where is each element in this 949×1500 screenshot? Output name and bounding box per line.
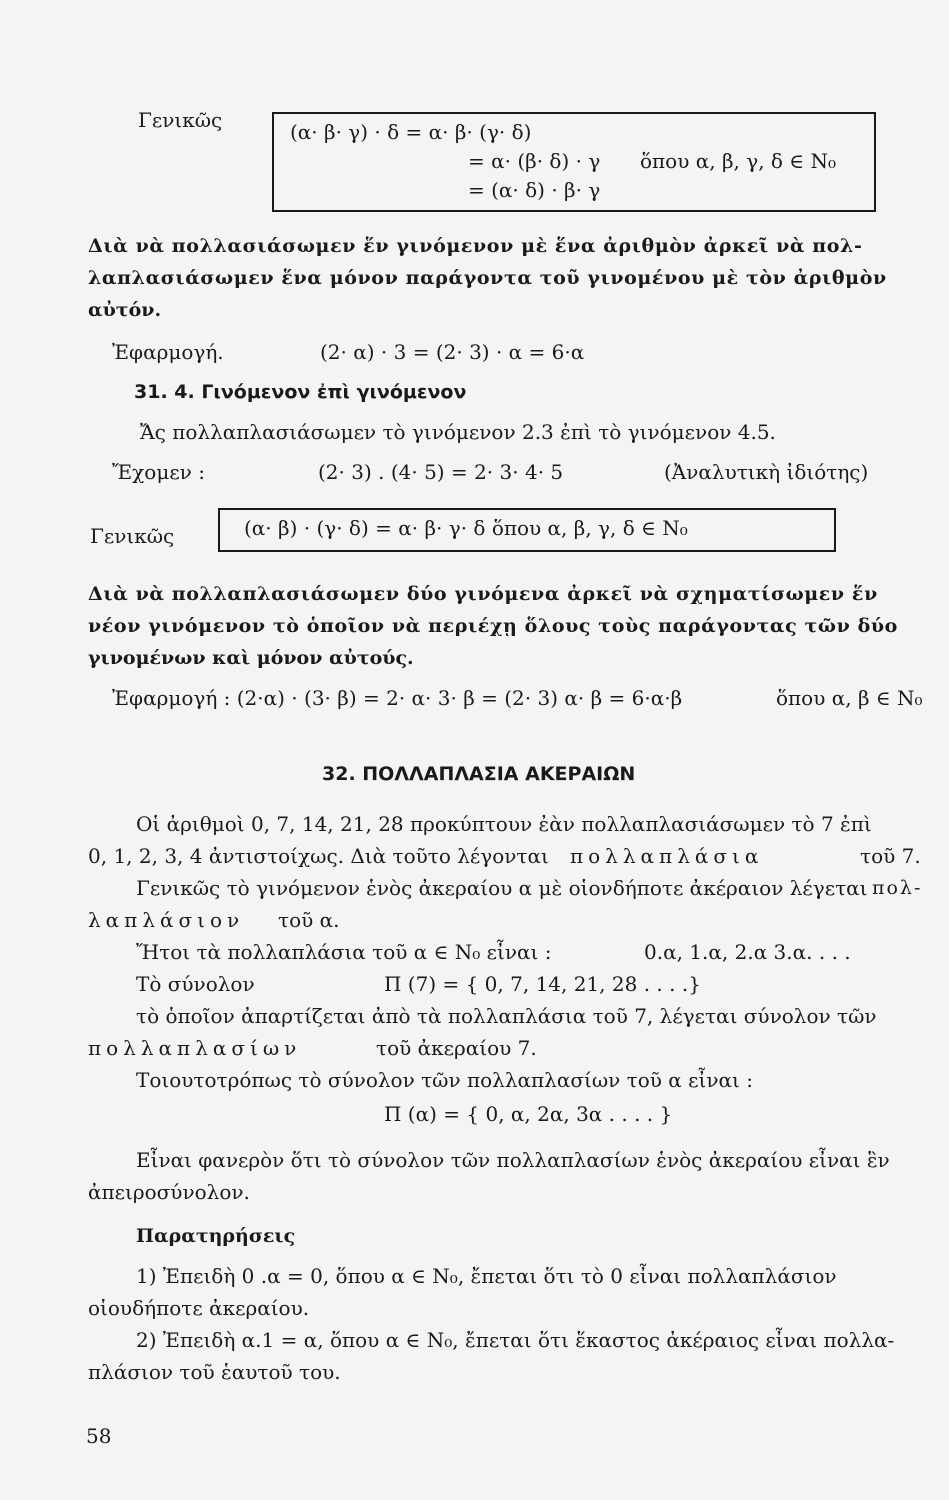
formula-line-3: = (α· δ) · β· γ (468, 178, 601, 202)
multiples-plural-term: πολλαπλασίων (88, 1036, 302, 1060)
rule-paragraph-1-line-3: αὐτόν. (88, 299, 162, 321)
general-label-2: Γενικῶς (90, 524, 175, 548)
multiples-term: πολλαπλάσια (570, 844, 764, 868)
multiples-line-2c: τοῦ 7. (860, 844, 921, 868)
analytic-property-note: (Ἀναλυτικὴ ἰδιότης) (664, 460, 869, 484)
remark-2-line-1: 2) Ἐπειδὴ α.1 = α, ὅπου α ∈ N₀, ἔπεται ὅτι ἕκαστος ἀκέραιος εἶναι πολλα- (136, 1328, 895, 1352)
multiples-line-4b: τοῦ α. (278, 908, 340, 932)
set-label: Τὸ σύνολον (136, 972, 255, 996)
multiples-line-8b: τοῦ ἀκεραίου 7. (376, 1036, 537, 1060)
multiples-line-3a: Γενικῶς τὸ γινόμενον ἑνὸς ἀκεραίου α μὲ οἱονδήποτε ἀκέραιον λέγεται (136, 876, 868, 900)
rule-paragraph-1-line-1: Διὰ νὰ πολλασιάσωμεν ἕν γινόμενον μὲ ἕνα ἀριθμὸν ἀρκεῖ νὰ πολ- (88, 235, 863, 257)
application-label-1: Ἐφαρμογή. (112, 340, 224, 364)
multiple-term: λαπλάσιον (88, 908, 245, 932)
rule-paragraph-1-line-2: λαπλασιάσωμεν ἕνα μόνον παράγοντα τοῦ γινομένου μὲ τὸν ἀριθμὸν (88, 267, 887, 289)
multiples-list: 0.α, 1.α, 2.α 3.α. . . . (644, 940, 851, 964)
multiples-line-5a: Ἤτοι τὰ πολλαπλάσια τοῦ α ∈ N₀ εἶναι : (136, 940, 552, 964)
example-sentence: Ἄς πολλαπλασιάσωμεν τὸ γινόμενον 2.3 ἐπὶ τὸ γινόμενον 4.5. (140, 420, 776, 444)
page-number: 58 (86, 1424, 112, 1448)
remark-1-line-2: οἱουδήποτε ἀκεραίου. (88, 1296, 310, 1320)
formula-condition: ὅπου α, β, γ, δ ∈ N₀ (640, 149, 836, 173)
set-of-multiples-of-a: Π (α) = { 0, α, 2α, 3α . . . . } (384, 1102, 673, 1126)
formula-line-1: (α· β· γ) · δ = α· β· (γ· δ) (290, 120, 532, 144)
rule-paragraph-2-line-1: Διὰ νὰ πολλαπλασιάσωμεν δύο γινόμενα ἀρκεῖ νὰ σχηματίσωμεν ἕν (88, 583, 878, 605)
set-of-multiples-of-7: Π (7) = { 0, 7, 14, 21, 28 . . . .} (384, 972, 701, 996)
application-expression-1: (2· α) · 3 = (2· 3) · α = 6·α (320, 340, 585, 364)
multiples-line-3b: πολ- (872, 877, 923, 899)
exomen-expression: (2· 3) . (4· 5) = 2· 3· 4· 5 (318, 460, 564, 484)
remark-1-line-1: 1) Ἐπειδὴ 0 .α = 0, ὅπου α ∈ N₀, ἔπεται ὅτι τὸ 0 εἶναι πολλαπλάσιον (136, 1264, 837, 1288)
rule-paragraph-2-line-3: γινομένων καὶ μόνον αὐτούς. (88, 647, 414, 669)
multiples-line-12: ἀπειροσύνολον. (88, 1180, 250, 1204)
section-heading-31-4: 31. 4. Γινόμενον ἐπὶ γινόμενον (134, 381, 467, 403)
product-formula: (α· β) · (γ· δ) = α· β· γ· δ ὅπου α, β, γ, δ ∈ N₀ (244, 516, 688, 540)
multiples-line-7: τὸ ὁποῖον ἀπαρτίζεται ἀπὸ τὰ πολλαπλάσια τοῦ 7, λέγεται σύνολον τῶν (136, 1004, 877, 1028)
formula-line-2: = α· (β· δ) · γ (468, 149, 601, 173)
section-heading-32: 32. ΠΟΛΛΑΠΛΑΣΙΑ ΑΚΕΡΑΙΩΝ (322, 763, 636, 785)
application-2: Ἐφαρμογή : (2·α) · (3· β) = 2· α· 3· β = (2· 3) α· β = 6·α·β (112, 686, 683, 710)
application-2-condition: ὅπου α, β ∈ N₀ (776, 686, 923, 710)
remark-2-line-2: πλάσιον τοῦ ἑαυτοῦ του. (88, 1360, 341, 1384)
multiples-line-1: Οἱ ἀριθμοὶ 0, 7, 14, 21, 28 προκύπτουν ἐὰν πολλαπλασιάσωμεν τὸ 7 ἐπὶ (136, 812, 872, 836)
multiples-line-9: Τοιουτοτρόπως τὸ σύνολον τῶν πολλαπλασίων τοῦ α εἶναι : (136, 1068, 753, 1092)
remarks-heading: Παρατηρήσεις (136, 1225, 296, 1247)
rule-paragraph-2-line-2: νέον γινόμενον τὸ ὁποῖον νὰ περιέχῃ ὅλους τοὺς παράγοντας τῶν δύο (88, 615, 898, 637)
multiples-line-11: Εἶναι φανερὸν ὅτι τὸ σύνολον τῶν πολλαπλασίων ἑνὸς ἀκεραίου εἶναι ἓν (136, 1148, 890, 1172)
exomen-label: Ἔχομεν : (112, 460, 205, 484)
multiples-line-2a: 0, 1, 2, 3, 4 ἀντιστοίχως. Διὰ τοῦτο λέγονται (88, 844, 549, 868)
general-label-1: Γενικῶς (138, 108, 223, 132)
